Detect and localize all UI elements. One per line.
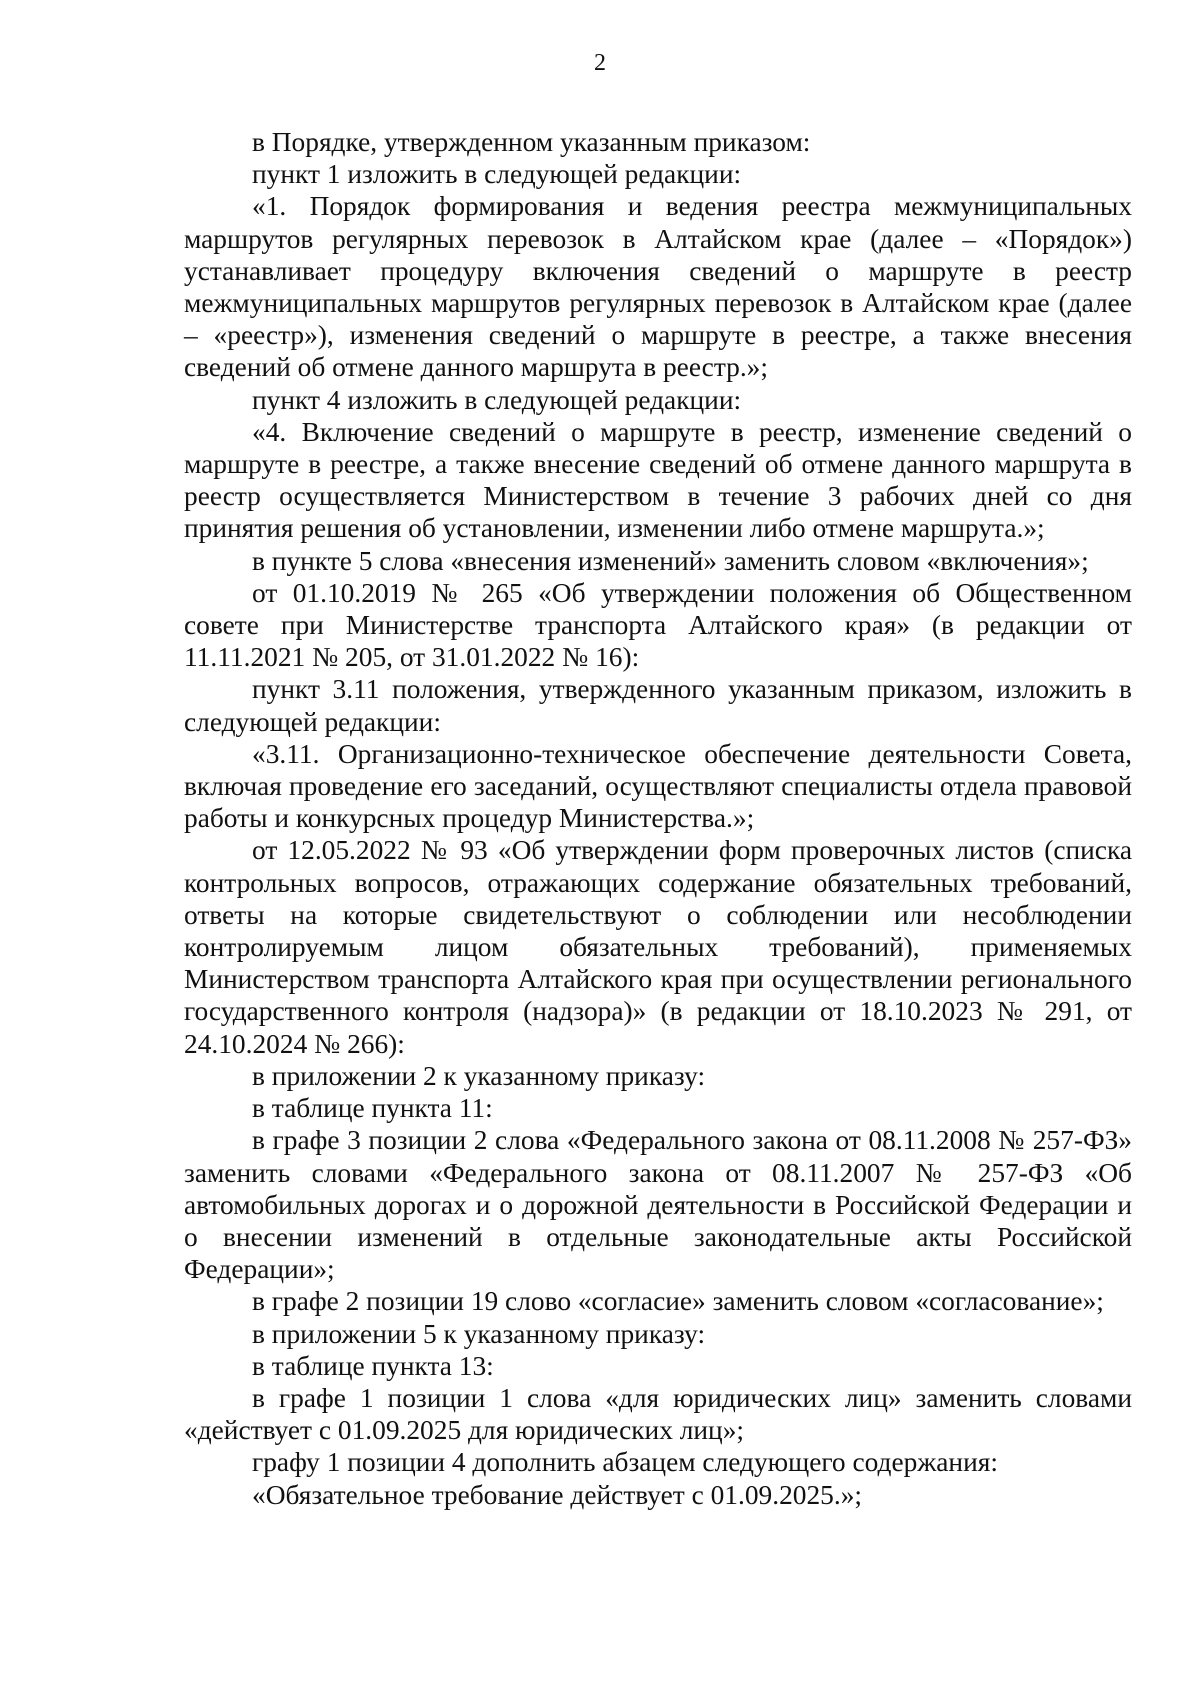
paragraph-19: «Обязательное требование действует с 01.09.2025.»;: [252, 1479, 863, 1510]
paragraph-11: в приложении 2 к указанному приказу:: [252, 1060, 706, 1091]
paragraph-6: в пункте 5 слова «внесения изменений» заменить словом «включения»;: [252, 545, 1089, 576]
paragraph-3: «1. Порядок формирования и ведения реестра межмуниципальных маршрутов регулярных перевозок в Алтайском крае (далее – «Порядок») устанавливает процедуру включения сведений о маршруте в реестр межмуниципальных маршрутов регулярных перевозок в Алтайском крае (далее – «реестр»), изменения сведений о маршруте в реестре, а также внесения сведений об отмене данного маршрута в реестр.»;: [184, 191, 1132, 383]
paragraph-4: пункт 4 изложить в следующей редакции:: [252, 384, 742, 415]
paragraph-8: пункт 3.11 положения, утвержденного указанным приказом, изложить в следующей редакции:: [184, 674, 1132, 737]
paragraph-5: «4. Включение сведений о маршруте в реестр, изменение сведений о маршруте в реестре, а также внесение сведений об отмене данного маршрута в реестр осуществляется Министерством в течение 3 рабочих дней со дня принятия решения об установлении, изменении либо отмене маршрута.»;: [184, 416, 1132, 544]
paragraph-14: в графе 2 позиции 19 слово «согласие» заменить словом «согласование»;: [252, 1286, 1104, 1317]
paragraph-9: «3.11. Организационно-техническое обеспечение деятельности Совета, включая проведение его заседаний, осуществляют специалисты отдела правовой работы и конкурсных процедур Министерства.»;: [184, 738, 1132, 834]
document-body: [184, 126, 1132, 1511]
paragraph-10: от 12.05.2022 № 93 «Об утверждении форм проверочных листов (списка контрольных вопросов, отражающих содержание обязательных требований, ответы на которые свидетельствуют о соблюдении или несоблюдении контролируемым лицом обязательных требований), применяемых Министерством транспорта Алтайского края при осуществлении регионального государственного контроля (надзора)» (в редакции от 18.10.2023 № 291, от 24.10.2024 № 266):: [184, 835, 1132, 1059]
paragraph-1: в Порядке, утвержденном указанным приказом:: [252, 127, 811, 157]
paragraph-18: графу 1 позиции 4 дополнить абзацем следующего содержания:: [252, 1447, 998, 1478]
paragraph-7: от 01.10.2019 № 265 «Об утверждении положения об Общественном совете при Министерстве транспорта Алтайского края» (в редакции от 11.11.2021 № 205, от 31.01.2022 № 16):: [184, 577, 1132, 673]
paragraph-15: в приложении 5 к указанному приказу:: [252, 1318, 706, 1349]
page-number: 2: [594, 50, 606, 76]
paragraph-13: в графе 3 позиции 2 слова «Федерального закона от 08.11.2008 № 257-ФЗ» заменить словами «Федерального закона от 08.11.2007 № 257-ФЗ «Об автомобильных дорогах и о дорожной деятельности в Российской Федерации и о внесении изменений в отдельные законодательные акты Российской Федерации»;: [184, 1125, 1132, 1285]
paragraph-12: в таблице пункта 11:: [252, 1093, 493, 1124]
paragraph-2: пункт 1 изложить в следующей редакции:: [252, 159, 742, 190]
paragraph-17: в графе 1 позиции 1 слова «для юридических лиц» заменить словами «действует с 01.09.2025 для юридических лиц»;: [184, 1382, 1132, 1446]
paragraph-16: в таблице пункта 13:: [252, 1350, 494, 1381]
